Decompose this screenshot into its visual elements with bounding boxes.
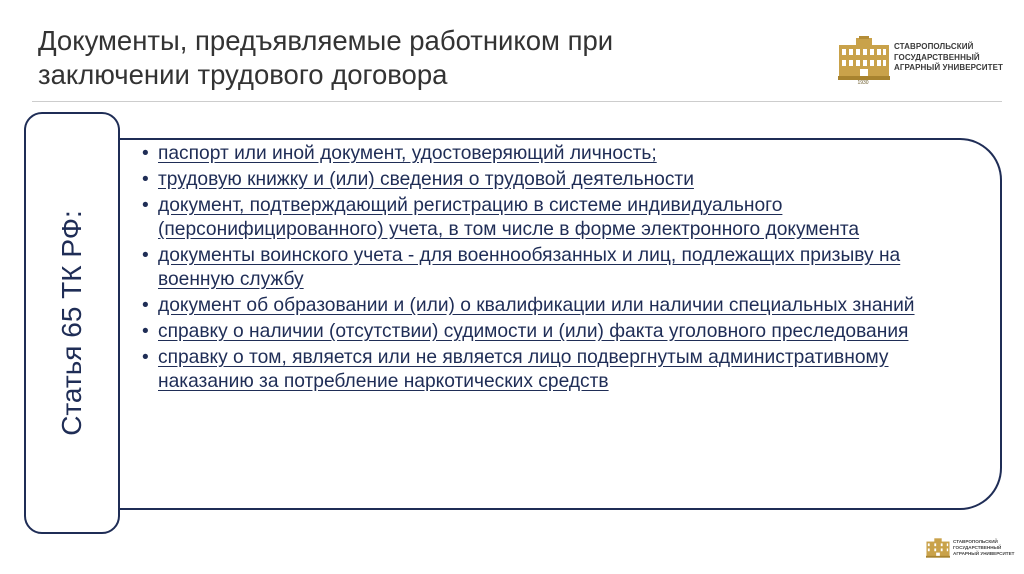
list-item bbox=[142, 320, 972, 344]
document-link[interactable]: документы воинского учета - для военнообязанных и лиц, подлежащих призыву на военную службу bbox=[158, 245, 901, 290]
footer-logo-line-2: ГОСУДАРСТВЕННЫЙ bbox=[953, 545, 1002, 550]
title-divider bbox=[32, 101, 1002, 102]
bullet-icon: • bbox=[142, 347, 149, 368]
bullet-icon: • bbox=[142, 321, 149, 342]
list-item bbox=[142, 194, 972, 242]
list-item bbox=[142, 244, 972, 292]
bullet-icon: • bbox=[142, 143, 149, 164]
article-label: Статья 65 ТК РФ: bbox=[56, 210, 87, 436]
list-item bbox=[142, 346, 972, 394]
university-logo-text bbox=[894, 42, 1008, 74]
document-link[interactable]: справку о наличии (отсутствии) судимости и (или) факта уголовного преследования bbox=[158, 321, 909, 342]
document-link[interactable]: паспорт или иной документ, удостоверяющий личность; bbox=[158, 143, 657, 164]
slide-title-line-1: Документы, предъявляемые работником при bbox=[38, 25, 614, 56]
list-item bbox=[142, 142, 972, 166]
bullet-icon: • bbox=[142, 169, 149, 190]
document-link[interactable]: справку о том, является или не является лицо подвергнутым административному наказанию за потребление наркотических средств bbox=[158, 347, 889, 392]
list-item bbox=[142, 294, 972, 318]
university-building-icon bbox=[838, 36, 890, 82]
slide-title bbox=[38, 24, 798, 92]
bullet-icon: • bbox=[142, 295, 149, 316]
logo-line-3: АГРАРНЫЙ УНИВЕРСИТЕТ bbox=[894, 63, 1004, 72]
documents-list bbox=[142, 142, 972, 394]
document-link[interactable]: трудовую книжку и (или) сведения о трудовой деятельности bbox=[158, 169, 694, 190]
document-link[interactable]: документ об образовании и (или) о квалификации или наличии специальных знаний bbox=[158, 295, 915, 316]
footer-logo bbox=[926, 536, 1018, 566]
slide-title-line-2: заключении трудового договора bbox=[38, 59, 448, 90]
footer-logo-text bbox=[953, 539, 1019, 557]
bullet-icon: • bbox=[142, 245, 149, 266]
logo-year: 1930 bbox=[857, 80, 869, 86]
university-logo bbox=[838, 36, 1008, 92]
document-link[interactable]: документ, подтверждающий регистрацию в системе индивидуального (персонифицированного) учета, в том числе в форме электронного документа bbox=[158, 195, 860, 240]
university-building-icon bbox=[926, 536, 950, 560]
footer-logo-line-3: АГРАРНЫЙ УНИВЕРСИТЕТ bbox=[953, 551, 1015, 556]
bullet-icon: • bbox=[142, 195, 149, 216]
logo-line-2: ГОСУДАРСТВЕННЫЙ bbox=[894, 52, 980, 62]
list-item bbox=[142, 168, 972, 192]
footer-logo-line-1: СТАВРОПОЛЬСКИЙ bbox=[953, 539, 998, 544]
logo-line-1: СТАВРОПОЛЬСКИЙ bbox=[894, 42, 974, 51]
